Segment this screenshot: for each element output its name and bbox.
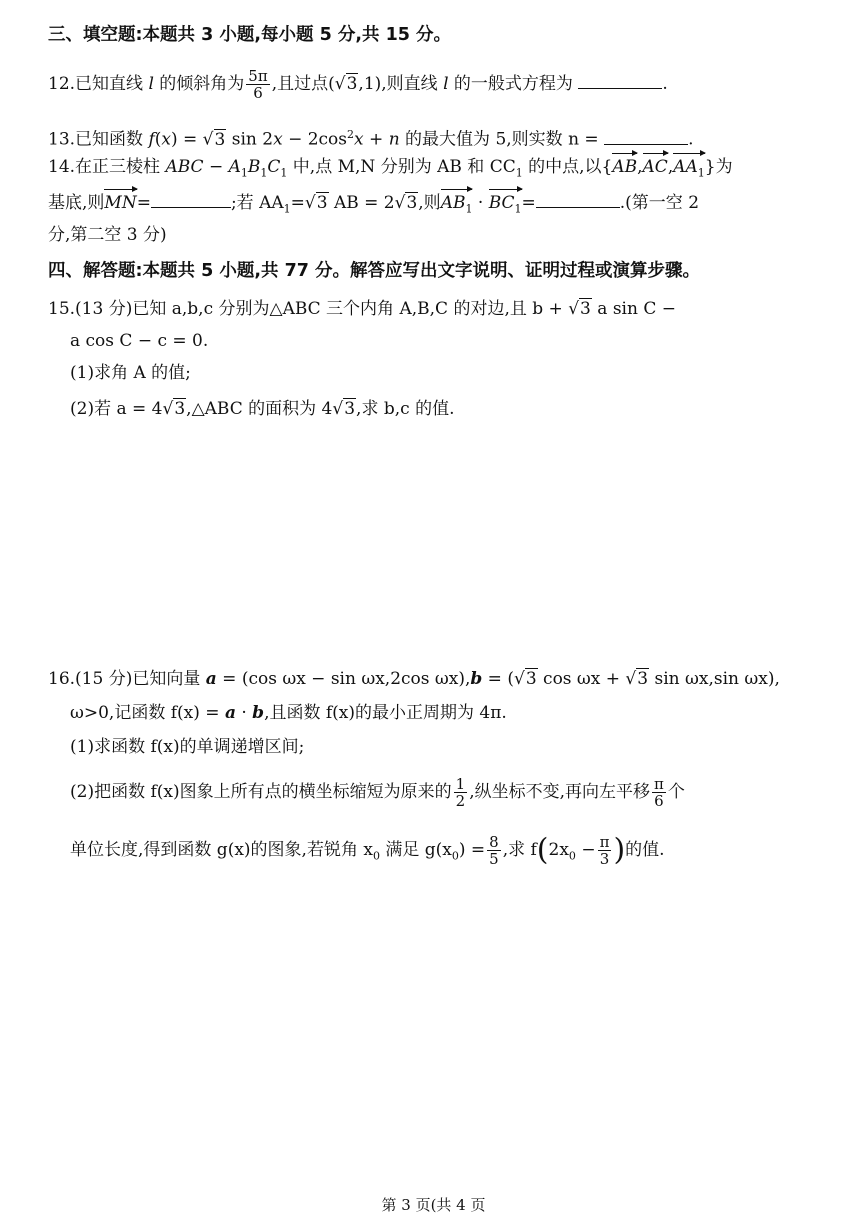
q14-text: 的中点,以{	[522, 157, 613, 177]
q13-text: 13.已知函数	[48, 129, 149, 150]
q16-text: = (	[482, 669, 514, 689]
fraction: $\frac{\pi}{6}$	[654, 775, 664, 810]
q13-text: 的最大值为 5,则实数 n =	[399, 129, 599, 150]
section-3-heading: 三、填空题:本题共 3 小题,每小题 5 分,共 15 分。	[48, 25, 452, 45]
fraction: $\frac{8}{5}$	[489, 833, 499, 868]
q14-text: AB = 2	[333, 193, 395, 213]
question-15-part-1: (1)求角 A 的值;	[70, 363, 191, 383]
answer-blank[interactable]	[604, 130, 688, 145]
answer-blank[interactable]	[578, 74, 662, 89]
q16-text: (2)把函数 f(x)图象上所有点的横坐标缩短为原来的	[70, 782, 452, 802]
q14-text: 中,点 M,N 分别为 AB 和 CC	[287, 157, 516, 177]
q16-text: = (cos ωx − sin ωx,2cos ωx),	[216, 669, 471, 689]
q16-text: 2x	[548, 840, 569, 860]
question-14-line-1: 14.在正三棱柱 ABC − $A_1B_1C_1$ 中,点 M,N 分别为 AB 和 $CC_1$ 的中点,以$\{AB,AC,AA_1\}$为	[48, 154, 843, 186]
q16-text: ) =	[458, 840, 486, 860]
q16-text: ,求 f	[502, 840, 537, 860]
q16-text: ω>0,记函数 f(x) =	[70, 703, 225, 723]
q15-text: ,△ABC 的面积为 4	[186, 399, 333, 419]
question-14-line-3: 分,第二空 3 分)	[48, 225, 167, 245]
q16-text: cos ωx +	[543, 669, 621, 689]
q12-text: 的倾斜角为	[153, 74, 245, 94]
q14-text: 14.在正三棱柱	[48, 157, 166, 177]
q14-text: 基底,则	[48, 193, 105, 213]
q16-text: ·	[235, 703, 253, 723]
q12-fraction: $\frac{5\pi}{6}$	[248, 67, 268, 102]
q14-text: =	[136, 193, 151, 213]
q16-text: 单位长度,得到函数 g(x)的图象,若锐角 x	[70, 840, 373, 860]
question-15-line-2: a cos C − c = 0.	[70, 331, 209, 351]
question-16-line-2: ω>0,记函数 f(x) = a · b,且函数 f(x)的最小正周期为 4π.	[70, 703, 507, 723]
answer-blank[interactable]	[151, 193, 231, 208]
question-16-line-1: 16.(15 分)已知向量 a = (cos ωx − sin ωx,2cos ωx),b = (√3 cos ωx + √3 sin ωx,sin ωx),	[48, 669, 780, 689]
q16-text: 满足 g(x	[379, 840, 452, 860]
q14-text: ;若 AA	[230, 193, 284, 213]
vector-a: a	[205, 669, 217, 689]
q14-text: }为	[704, 157, 733, 177]
q16-text: ,且函数 f(x)的最小正周期为 4π.	[264, 703, 507, 723]
q16-text: 个	[667, 782, 685, 802]
q16-text: 的值.	[625, 840, 665, 860]
q12-text: 12.已知直线	[48, 74, 149, 94]
q12-text: .	[662, 74, 668, 94]
q12-text: ,且过点(	[271, 74, 335, 94]
question-16-part-2	[70, 776, 843, 809]
q16-text: ,纵坐标不变,再向左平移	[469, 782, 650, 802]
q15-text: 15.(13 分)已知 a,b,c 分别为△ABC 三个内角 A,B,C 的对边,且 b +	[48, 299, 563, 319]
answer-blank[interactable]	[536, 193, 620, 208]
question-16-line-5: 单位长度,得到函数 g(x)的图象,若锐角 $x_0$ 满足 $g(x_0)$ = $\frac{8}{5}$ ,求 $f(2x_0$ − $\frac{\pi}{3}$ )的值.	[70, 832, 665, 868]
q14-text: =	[521, 193, 536, 213]
fraction: $\frac{\pi}{3}$	[599, 833, 610, 868]
q15-text: a sin C −	[597, 299, 676, 319]
question-15-part-2: (2)若 a = 4√3,△ABC 的面积为 4√3,求 b,c 的值.	[70, 399, 455, 419]
q16-text: −	[575, 840, 596, 860]
question-14-line-2: 基底,则MN= ;若 $AA_1=√3$ AB = 2√3,则$AB_1 \cdot BC_1=$ .(第一空 2	[48, 190, 843, 222]
q12-text: ,1),则直线	[358, 74, 444, 94]
q16-text: sin ωx,sin ωx),	[654, 669, 780, 689]
page-footer: 第 3 页(共 4 页	[381, 1196, 486, 1214]
q15-text: (2)若 a = 4	[70, 399, 163, 419]
vector-b: b	[470, 669, 483, 689]
q15-text: ,求 b,c 的值.	[356, 399, 455, 419]
section-4-heading: 四、解答题:本题共 5 小题,共 77 分。解答应写出文字说明、证明过程或演算步骤。	[48, 261, 701, 281]
question-12: 12.已知直线 l 的倾斜角为 $\frac{5\pi}{6}$ ,且过点(√3,1),则直线 l 的一般式方程为 .	[48, 67, 668, 102]
q13-text: .	[688, 129, 694, 150]
q14-text: =	[290, 193, 305, 213]
q14-text: ·	[472, 193, 489, 213]
question-15-line-1: 15.(13 分)已知 a,b,c 分别为△ABC 三个内角 A,B,C 的对边,且 b + √3 a sin C −	[48, 299, 676, 319]
question-16-part-1: (1)求函数 f(x)的单调递增区间;	[70, 737, 305, 757]
q12-text: 的一般式方程为	[448, 74, 573, 94]
question-13: 13.已知函数 f(x) = √3 $\sin 2x - 2\cos^2x + n$ 的最大值为 5,则实数 n = .	[48, 128, 694, 150]
fraction: $\frac{1}{2}$	[455, 775, 466, 810]
q14-text: ,则	[418, 193, 441, 213]
q16-text: 16.(15 分)已知向量	[48, 669, 206, 689]
q14-text: .(第一空 2	[619, 193, 700, 213]
